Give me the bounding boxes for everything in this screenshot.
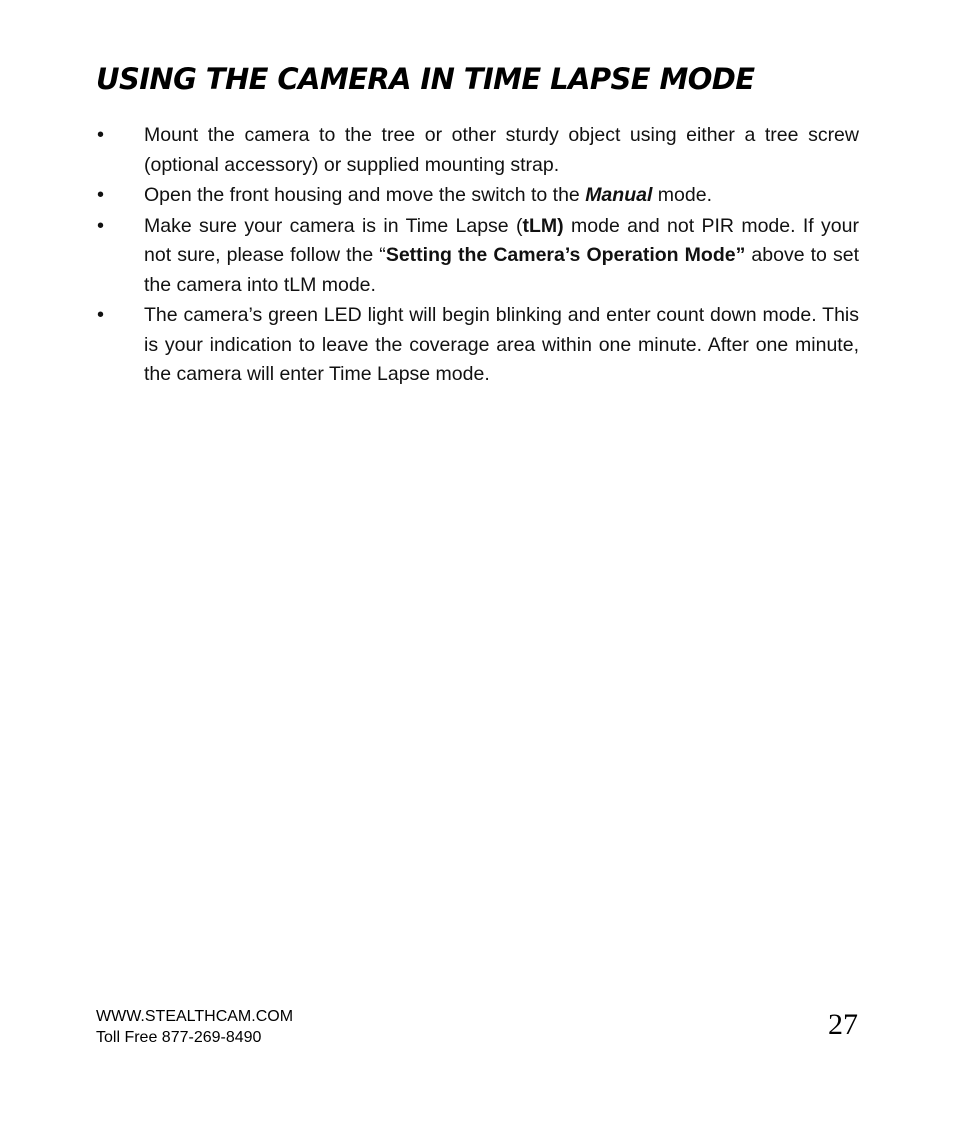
footer-phone: Toll Free 877-269-8490 [96, 1029, 262, 1046]
list-item-text [144, 212, 859, 301]
bullet-icon: • [97, 304, 105, 326]
bullet-icon: • [97, 214, 105, 237]
list-item-text [144, 301, 859, 390]
text-run: Open the front housing and move the switch to the [144, 184, 586, 206]
page-number: 27 [828, 1008, 858, 1041]
list-item-text [144, 181, 859, 211]
emphasis-manual: Manual [585, 184, 653, 206]
instruction-list [96, 121, 859, 391]
emphasis-tlm: tLM) [522, 214, 564, 237]
text-run: mode and not PIR mode. If your not sure, please follow the “ [144, 214, 859, 266]
text-run: The camera’s green LED light will begin blinking and enter count down mode. This is your indication to leave the coverage area within one minute. After one minute, the camera will enter Time Lapse mode. [144, 304, 859, 385]
list-item [96, 121, 859, 180]
list-item [96, 301, 859, 390]
footer-website: WWW.STEALTHCAM.COM [96, 1008, 294, 1025]
text-run: mode. [652, 184, 712, 206]
list-item [96, 181, 859, 211]
emphasis-section-reference: Setting the Camera’s Operation Mode” [385, 244, 746, 266]
text-run: Make sure your camera is in Time Lapse ( [144, 214, 523, 237]
bullet-icon: • [97, 184, 105, 206]
text-run: above to set the camera into tLM mode. [144, 244, 859, 296]
page-heading: USING THE CAMERA IN TIME LAPSE MODE [96, 62, 755, 96]
text-run: Mount the camera to the tree or other sturdy object using either a tree screw (optional accessory) or supplied mounting strap. [144, 124, 859, 176]
list-item-text [144, 121, 859, 180]
bullet-icon: • [97, 124, 105, 146]
list-item [96, 212, 859, 301]
